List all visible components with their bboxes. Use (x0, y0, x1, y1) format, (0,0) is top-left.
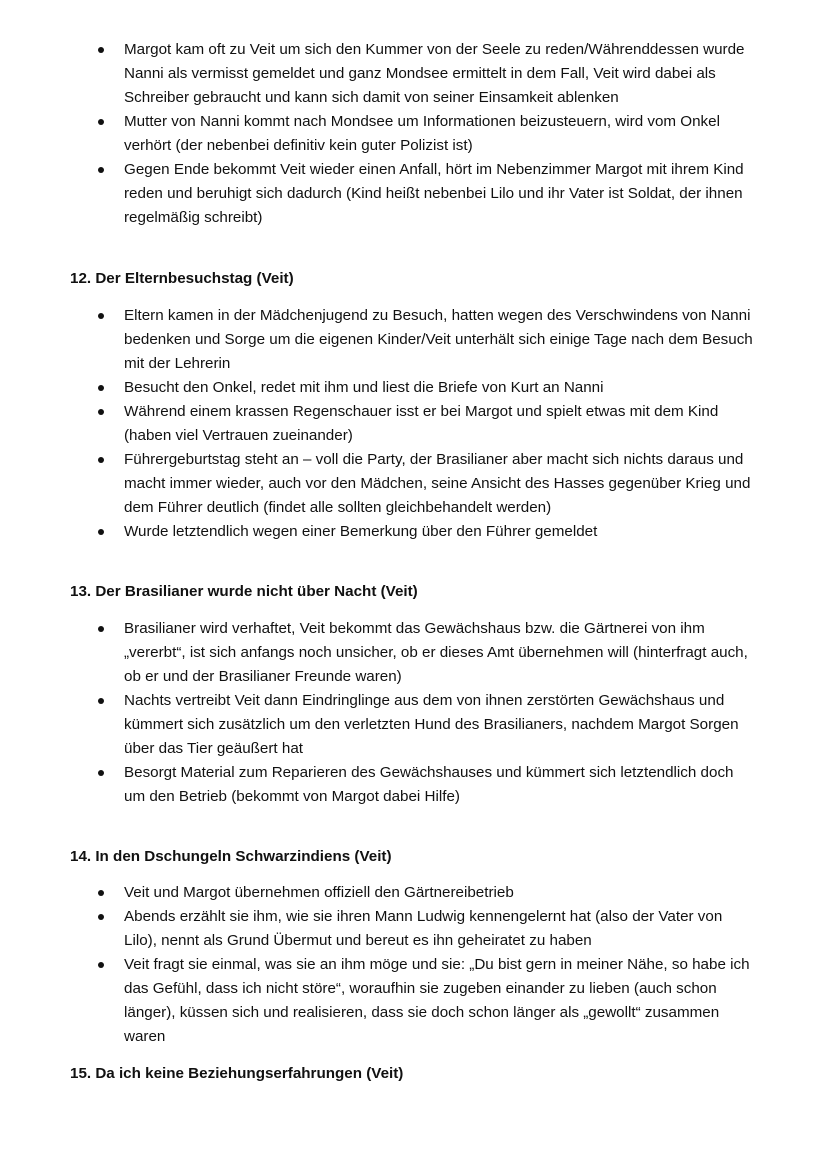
section-heading-14: 14. In den Dschungeln Schwarzindiens (Veit) (70, 848, 392, 865)
list-item: Margot kam oft zu Veit um sich den Kummer von der Seele zu reden/Währenddessen wurde Nanni als vermisst gemeldet und ganz Mondsee ermittelt in dem Fall, Veit wird dabei als Schreiber gebraucht und kann sich damit von seiner Einsamkeit ablenken (98, 38, 758, 110)
list-item: Nachts vertreibt Veit dann Eindringlinge aus dem von ihnen zerstörten Gewächshaus und kümmert sich zusätzlich um den verletzten Hund des Brasilianers, nachdem Margot Sorgen über das Tier geäußert hat (98, 689, 758, 761)
section-heading-15: 15. Da ich keine Beziehungserfahrungen (Veit) (70, 1065, 404, 1082)
list-item: Führergeburtstag steht an – voll die Party, der Brasilianer aber macht sich nichts daraus und macht immer wieder, auch vor den Mädchen, seine Ansicht des Hasses gegenüber Krieg und dem Führer deutlich (findet alle sollten gleichbehandelt werden) (98, 448, 758, 520)
list-item: Abends erzählt sie ihm, wie sie ihren Mann Ludwig kennengelernt hat (also der Vater von Lilo), nennt als Grund Übermut und bereut es ihn geheiratet zu haben (98, 905, 758, 953)
list-item: Gegen Ende bekommt Veit wieder einen Anfall, hört im Nebenzimmer Margot mit ihrem Kind reden und beruhigt sich dadurch (Kind heißt nebenbei Lilo und ihr Vater ist Soldat, der ihnen regelmäßig schreibt) (98, 158, 758, 230)
bullet-list-section-12 (98, 304, 758, 544)
list-item: Mutter von Nanni kommt nach Mondsee um Informationen beizusteuern, wird vom Onkel verhört (der nebenbei definitiv kein guter Polizist ist) (98, 110, 758, 158)
bullet-list-section-13 (98, 617, 758, 809)
section-heading-12: 12. Der Elternbesuchstag (Veit) (70, 270, 294, 287)
list-item: Brasilianer wird verhaftet, Veit bekommt das Gewächshaus bzw. die Gärtnerei von ihm „vererbt“, ist sich anfangs noch unsicher, ob er dieses Amt übernehmen will (hinterfragt auch, ob er und der Brasilianer Freunde waren) (98, 617, 758, 689)
list-item: Veit fragt sie einmal, was sie an ihm möge und sie: „Du bist gern in meiner Nähe, so habe ich das Gefühl, dass ich nicht störe“, woraufhin sie zugeben einander zu lieben (auch schon länger), küssen sich und realisieren, dass sie doch schon länger als „gewollt“ zusammen waren (98, 953, 758, 1049)
section-heading-13: 13. Der Brasilianer wurde nicht über Nacht (Veit) (70, 583, 418, 600)
list-item: Während einem krassen Regenschauer isst er bei Margot und spielt etwas mit dem Kind (haben viel Vertrauen zueinander) (98, 400, 758, 448)
bullet-list-section-11 (98, 38, 758, 230)
list-item: Eltern kamen in der Mädchenjugend zu Besuch, hatten wegen des Verschwindens von Nanni bedenken und Sorge um die eigenen Kinder/Veit unterhält sich einige Tage nach dem Besuch mit der Lehrerin (98, 304, 758, 376)
list-item: Besorgt Material zum Reparieren des Gewächshauses und kümmert sich letztendlich doch um den Betrieb (bekommt von Margot dabei Hilfe) (98, 761, 758, 809)
list-item: Veit und Margot übernehmen offiziell den Gärtnereibetrieb (98, 881, 758, 905)
bullet-list-section-14 (98, 881, 758, 1049)
list-item: Besucht den Onkel, redet mit ihm und liest die Briefe von Kurt an Nanni (98, 376, 758, 400)
list-item: Wurde letztendlich wegen einer Bemerkung über den Führer gemeldet (98, 520, 758, 544)
